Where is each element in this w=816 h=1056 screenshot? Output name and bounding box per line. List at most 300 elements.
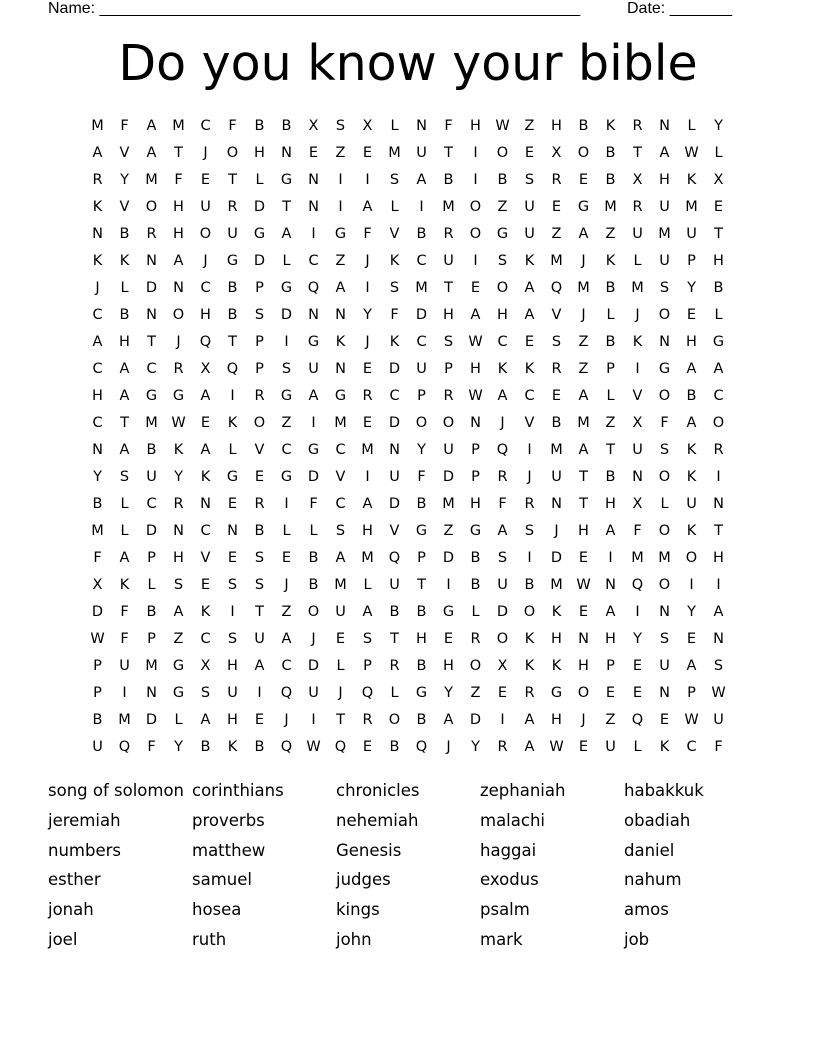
grid-letter: U (416, 360, 427, 377)
name-field-label: Name: ______________________________________________________ (48, 0, 581, 17)
grid-letter: K (605, 252, 616, 269)
word-list-item: psalm (480, 900, 530, 920)
grid-letter: N (227, 522, 238, 539)
grid-letter: Z (470, 684, 481, 701)
grid-letter: F (390, 306, 399, 323)
grid-letter: U (713, 711, 724, 728)
grid-letter: E (227, 549, 238, 566)
grid-letter: R (389, 657, 400, 674)
grid-letter: S (254, 549, 265, 566)
grid-letter: B (416, 657, 427, 674)
grid-letter: E (200, 414, 211, 431)
word-list-item: habakkuk (624, 781, 704, 800)
grid-letter: W (495, 117, 510, 134)
grid-letter: E (335, 630, 346, 647)
grid-letter: M (550, 576, 563, 593)
grid-letter: F (120, 603, 129, 620)
grid-row (84, 706, 732, 733)
grid-letter: A (146, 117, 157, 134)
grid-letter: N (632, 468, 643, 485)
grid-letter: G (550, 684, 563, 701)
grid-letter: B (308, 576, 319, 593)
grid-letter: I (311, 711, 316, 728)
grid-letter: Q (334, 738, 347, 755)
grid-letter: F (174, 171, 183, 188)
grid-letter: Z (335, 144, 346, 161)
grid-letter: H (551, 117, 562, 134)
grid-letter: K (200, 468, 211, 485)
grid-letter: Z (551, 225, 562, 242)
grid-letter: S (713, 657, 724, 674)
grid-letter: U (551, 468, 562, 485)
grid-letter: A (713, 603, 724, 620)
grid-letter: H (713, 549, 724, 566)
word-list-item: malachi (480, 810, 545, 830)
grid-letter: L (606, 306, 615, 323)
grid-letter: E (578, 603, 589, 620)
grid-letter: S (497, 252, 508, 269)
grid-letter: H (578, 522, 589, 539)
grid-letter: S (659, 279, 670, 296)
grid-letter: N (713, 495, 724, 512)
grid-letter: M (577, 279, 590, 296)
grid-letter: I (338, 198, 343, 215)
grid-letter: H (227, 711, 238, 728)
grid-row (84, 625, 732, 652)
grid-letter: K (551, 657, 562, 674)
grid-row (84, 301, 732, 328)
grid-letter: E (362, 738, 373, 755)
grid-letter: V (632, 387, 643, 404)
grid-letter: A (281, 225, 292, 242)
grid-letter: G (415, 684, 428, 701)
grid-letter: L (282, 252, 291, 269)
grid-letter: P (147, 549, 156, 566)
grid-letter: Z (605, 225, 616, 242)
grid-letter: W (90, 630, 105, 647)
grid-letter: L (660, 495, 669, 512)
grid-letter: N (173, 522, 184, 539)
grid-letter: K (389, 252, 400, 269)
grid-letter: C (389, 387, 400, 404)
grid-letter: L (390, 198, 399, 215)
grid-letter: N (578, 630, 589, 647)
grid-letter: L (120, 279, 129, 296)
grid-letter: D (442, 549, 455, 566)
grid-letter: B (416, 711, 427, 728)
grid-letter: K (119, 252, 130, 269)
grid-letter: F (93, 549, 102, 566)
grid-letter: G (496, 225, 509, 242)
grid-letter: U (416, 144, 427, 161)
grid-letter: G (307, 441, 320, 458)
grid-letter: B (389, 738, 400, 755)
grid-letter: L (282, 522, 291, 539)
grid-letter: P (444, 360, 453, 377)
grid-letter: A (497, 522, 508, 539)
grid-letter: J (365, 333, 370, 350)
grid-letter: B (227, 306, 238, 323)
grid-letter: Z (605, 711, 616, 728)
grid-letter: O (388, 711, 401, 728)
grid-letter: I (473, 144, 478, 161)
grid-letter: C (146, 360, 157, 377)
grid-row (84, 274, 732, 301)
grid-letter: Q (280, 738, 293, 755)
grid-letter: G (172, 387, 185, 404)
grid-letter: N (308, 198, 319, 215)
grid-letter: P (606, 360, 615, 377)
grid-letter: A (173, 252, 184, 269)
word-bank (48, 778, 768, 957)
grid-letter: M (334, 576, 347, 593)
grid-letter: M (361, 549, 374, 566)
grid-letter: J (203, 144, 208, 161)
grid-letter: L (120, 522, 129, 539)
grid-letter: I (311, 225, 316, 242)
grid-letter: X (92, 576, 103, 593)
grid-letter: H (470, 117, 481, 134)
grid-letter: M (118, 711, 131, 728)
grid-letter: O (253, 414, 266, 431)
grid-letter: O (496, 279, 509, 296)
grid-letter: D (496, 603, 509, 620)
word-list-item: samuel (192, 870, 252, 890)
grid-letter: W (549, 738, 564, 755)
grid-letter: H (686, 333, 697, 350)
grid-letter: E (605, 684, 616, 701)
grid-letter: J (284, 711, 289, 728)
grid-letter: N (416, 117, 427, 134)
grid-letter: U (686, 225, 697, 242)
grid-letter: T (282, 198, 291, 215)
grid-letter: S (389, 171, 400, 188)
grid-letter: U (632, 441, 643, 458)
grid-letter: A (497, 387, 508, 404)
grid-letter: V (389, 522, 400, 539)
grid-letter: K (227, 738, 238, 755)
grid-letter: N (470, 414, 481, 431)
grid-letter: U (443, 252, 454, 269)
grid-letter: X (497, 657, 508, 674)
grid-letter: E (443, 630, 454, 647)
grid-letter: D (307, 468, 320, 485)
grid-letter: N (659, 684, 670, 701)
grid-letter: K (92, 252, 103, 269)
grid-letter: T (444, 279, 453, 296)
grid-letter: D (253, 198, 266, 215)
grid-letter: B (92, 711, 103, 728)
grid-letter: J (365, 252, 370, 269)
grid-letter: I (284, 333, 289, 350)
grid-letter: G (172, 657, 185, 674)
grid-letter: Y (93, 468, 102, 485)
grid-letter: J (95, 279, 100, 296)
grid-letter: E (254, 711, 265, 728)
grid-letter: W (306, 738, 321, 755)
grid-row (84, 166, 732, 193)
grid-letter: U (632, 225, 643, 242)
grid-letter: Z (497, 198, 508, 215)
grid-letter: A (713, 360, 724, 377)
grid-letter: J (581, 306, 586, 323)
grid-letter: E (497, 684, 508, 701)
grid-letter: I (365, 468, 370, 485)
grid-letter: S (659, 441, 670, 458)
grid-letter: J (203, 252, 208, 269)
grid-letter: M (172, 117, 185, 134)
grid-letter: C (686, 738, 697, 755)
grid-letter: X (632, 495, 643, 512)
grid-letter: K (200, 603, 211, 620)
grid-letter: H (173, 549, 184, 566)
grid-letter: D (442, 468, 455, 485)
grid-letter: H (551, 630, 562, 647)
grid-letter: K (173, 441, 184, 458)
grid-letter: T (579, 468, 588, 485)
grid-letter: D (388, 414, 401, 431)
grid-letter: A (281, 630, 292, 647)
grid-row (84, 355, 732, 382)
word-list-item: song of solomon (48, 781, 185, 800)
grid-letter: W (468, 387, 483, 404)
grid-letter: U (389, 576, 400, 593)
grid-letter: E (362, 144, 373, 161)
word-list-item: mark (480, 929, 523, 949)
grid-letter: L (174, 711, 183, 728)
grid-letter: D (388, 495, 401, 512)
grid-letter: B (119, 306, 130, 323)
grid-letter: L (336, 657, 345, 674)
grid-letter: Z (281, 414, 292, 431)
grid-row (84, 139, 732, 166)
grid-letter: Z (335, 252, 346, 269)
grid-letter: C (524, 387, 535, 404)
grid-letter: W (171, 414, 186, 431)
grid-letter: J (284, 576, 289, 593)
grid-letter: K (227, 414, 238, 431)
grid-row (84, 220, 732, 247)
grid-letter: S (551, 333, 562, 350)
grid-letter: A (524, 738, 535, 755)
grid-letter: M (145, 414, 158, 431)
grid-row (84, 598, 732, 625)
grid-letter: C (281, 657, 292, 674)
grid-letter: C (200, 117, 211, 134)
grid-letter: Y (471, 738, 480, 755)
grid-row (84, 436, 732, 463)
grid-letter: O (415, 414, 428, 431)
grid-letter: I (527, 441, 532, 458)
grid-letter: A (524, 306, 535, 323)
grid-letter: S (335, 117, 346, 134)
grid-letter: E (686, 306, 697, 323)
grid-letter: I (635, 360, 640, 377)
grid-letter: Q (118, 738, 131, 755)
grid-letter: B (605, 468, 616, 485)
grid-letter: L (255, 171, 264, 188)
grid-letter: O (658, 576, 671, 593)
grid-letter: X (713, 171, 724, 188)
grid-letter: M (442, 495, 455, 512)
grid-letter: E (362, 414, 373, 431)
grid-letter: E (362, 360, 373, 377)
word-list-item: daniel (624, 840, 675, 860)
grid-letter: U (254, 630, 265, 647)
grid-letter: C (335, 495, 346, 512)
grid-letter: E (659, 711, 670, 728)
grid-letter: F (309, 495, 318, 512)
grid-letter: F (714, 738, 723, 755)
grid-letter: T (444, 144, 453, 161)
grid-letter: I (689, 576, 694, 593)
grid-letter: Z (605, 414, 616, 431)
grid-letter: K (389, 333, 400, 350)
grid-letter: O (469, 198, 482, 215)
grid-letter: A (416, 171, 427, 188)
grid-letter: A (524, 279, 535, 296)
grid-letter: O (658, 522, 671, 539)
grid-letter: I (716, 468, 721, 485)
grid-letter: D (91, 603, 104, 620)
word-list-item: esther (48, 870, 101, 890)
grid-letter: Y (633, 630, 642, 647)
grid-letter: W (684, 144, 699, 161)
grid-letter: L (714, 144, 723, 161)
grid-letter: J (176, 333, 181, 350)
grid-letter: F (120, 630, 129, 647)
grid-letter: S (119, 468, 130, 485)
grid-letter: A (254, 657, 265, 674)
grid-letter: C (416, 333, 427, 350)
grid-letter: R (362, 387, 373, 404)
grid-letter: N (659, 603, 670, 620)
grid-letter: E (308, 144, 319, 161)
grid-letter: H (227, 657, 238, 674)
grid-letter: G (442, 603, 455, 620)
grid-letter: N (335, 360, 346, 377)
grid-letter: O (469, 225, 482, 242)
grid-letter: G (145, 387, 158, 404)
word-list-item: nehemiah (336, 810, 419, 830)
grid-letter: C (713, 387, 724, 404)
word-list-item: hosea (192, 900, 242, 920)
grid-letter: O (496, 144, 509, 161)
grid-letter: K (497, 360, 508, 377)
word-list-item: nahum (624, 870, 682, 890)
grid-letter: J (311, 630, 316, 647)
grid-letter: S (227, 630, 238, 647)
grid-letter: G (226, 252, 239, 269)
grid-letter: B (227, 279, 238, 296)
grid-letter: E (551, 387, 562, 404)
grid-letter: M (145, 657, 158, 674)
grid-letter: X (308, 117, 319, 134)
grid-letter: L (228, 441, 237, 458)
grid-letter: O (469, 657, 482, 674)
grid-letter: O (523, 603, 536, 620)
grid-letter: K (632, 333, 643, 350)
grid-letter: T (390, 630, 399, 647)
grid-letter: X (551, 144, 562, 161)
grid-letter: A (686, 360, 697, 377)
grid-letter: X (632, 171, 643, 188)
grid-letter: C (200, 630, 211, 647)
grid-letter: F (120, 117, 129, 134)
grid-letter: Q (280, 684, 293, 701)
grid-letter: O (577, 144, 590, 161)
grid-letter: R (497, 468, 508, 485)
grid-letter: M (361, 441, 374, 458)
grid-row (84, 733, 732, 760)
grid-letter: M (145, 171, 158, 188)
grid-letter: H (119, 333, 130, 350)
grid-letter: I (257, 684, 262, 701)
grid-letter: A (578, 225, 589, 242)
grid-letter: G (334, 225, 347, 242)
grid-letter: A (335, 549, 346, 566)
grid-letter: I (284, 495, 289, 512)
grid-letter: E (470, 279, 481, 296)
grid-letter: K (524, 630, 535, 647)
grid-letter: N (659, 117, 670, 134)
grid-letter: U (227, 684, 238, 701)
grid-letter: B (254, 522, 265, 539)
grid-letter: M (658, 549, 671, 566)
grid-row (84, 544, 732, 571)
grid-letter: K (551, 603, 562, 620)
grid-letter: F (444, 117, 453, 134)
grid-letter: M (685, 198, 698, 215)
grid-letter: U (308, 360, 319, 377)
grid-letter: B (578, 117, 589, 134)
grid-letter: H (551, 711, 562, 728)
grid-letter: V (551, 306, 562, 323)
grid-letter: V (119, 198, 130, 215)
grid-letter: J (338, 684, 343, 701)
grid-letter: Y (687, 279, 696, 296)
grid-letter: A (362, 495, 373, 512)
grid-letter: A (119, 387, 130, 404)
grid-row (84, 571, 732, 598)
grid-letter: Z (524, 117, 535, 134)
grid-letter: A (119, 441, 130, 458)
word-list-item: kings (336, 900, 380, 920)
grid-letter: F (228, 117, 237, 134)
grid-letter: Z (443, 522, 454, 539)
grid-letter: O (199, 225, 212, 242)
grid-letter: K (686, 171, 697, 188)
grid-letter: T (228, 171, 237, 188)
grid-letter: E (632, 684, 643, 701)
grid-letter: B (308, 549, 319, 566)
grid-letter: T (255, 603, 264, 620)
grid-letter: P (363, 657, 372, 674)
grid-letter: O (658, 468, 671, 485)
grid-letter: U (605, 738, 616, 755)
grid-letter: A (173, 603, 184, 620)
grid-letter: B (605, 171, 616, 188)
grid-letter: J (554, 522, 559, 539)
grid-letter: B (254, 117, 265, 134)
grid-letter: D (253, 252, 266, 269)
grid-letter: B (389, 603, 400, 620)
grid-letter: F (660, 414, 669, 431)
grid-letter: O (496, 630, 509, 647)
grid-letter: G (280, 468, 293, 485)
grid-letter: R (254, 387, 265, 404)
grid-letter: O (685, 549, 698, 566)
